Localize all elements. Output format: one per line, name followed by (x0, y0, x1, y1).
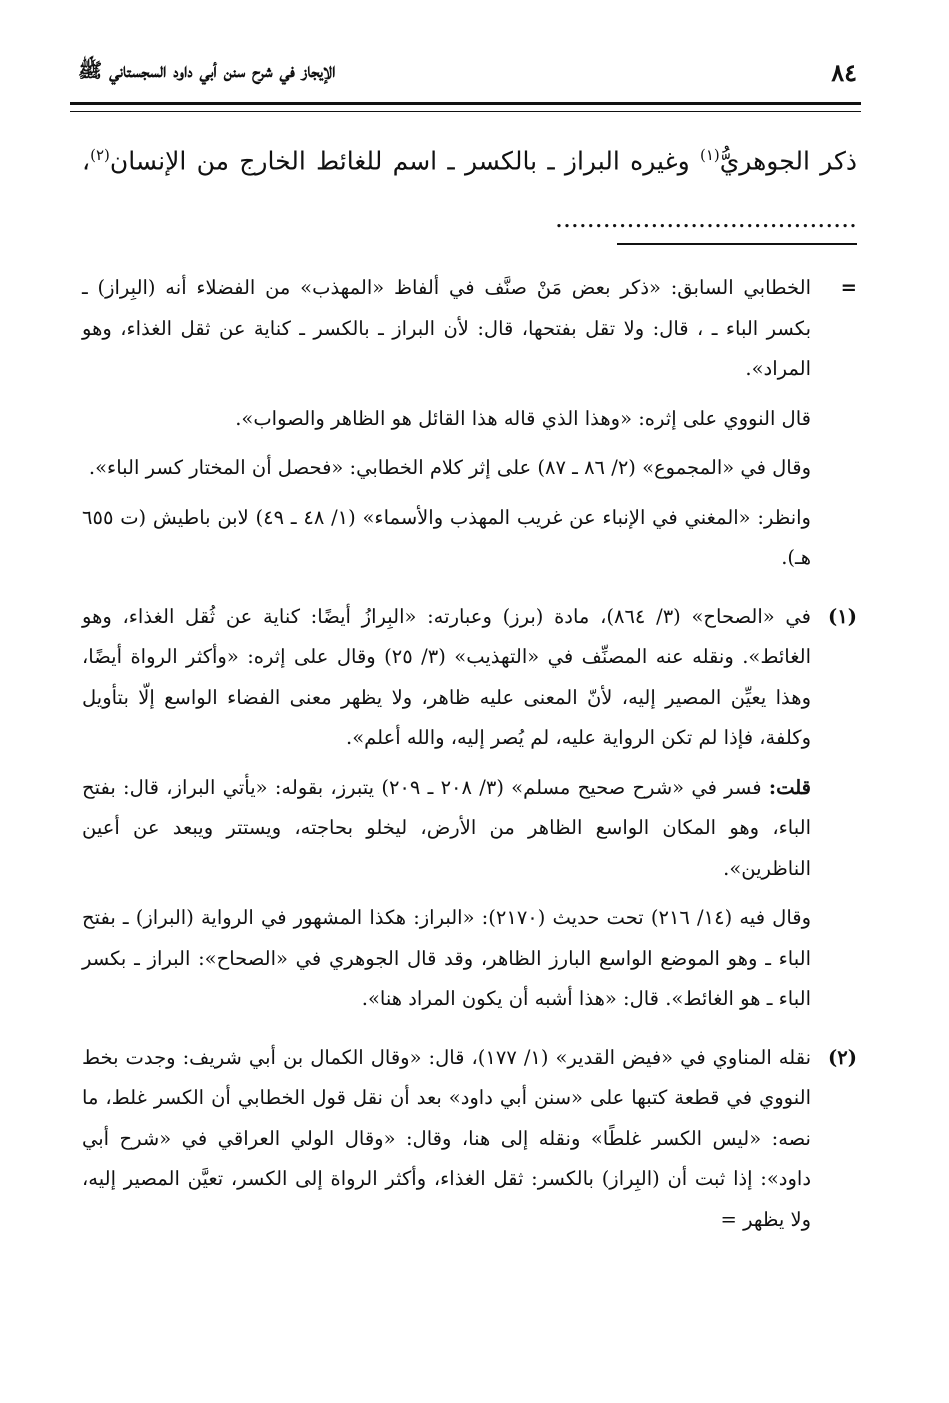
footnote-paragraph: وانظر: «المغني في الإنباء عن غريب المهذب والأسماء» (١/ ٤٨ ـ ٤٩) لابن باطيش (ت ٦٥٥ هـ). (82, 505, 811, 569)
footnote-separator (617, 243, 857, 245)
running-title: الإيجاز في شرح سنن أبي داود السجستاني ﷺ (78, 57, 336, 82)
footnote-paragraph: في «الصحاح» (٣/ ٨٦٤)، مادة (برز) وعبارته: «البِرازُ أيضًا: كناية عن ثُقل الغذاء، وهو الغائط». ونقله عنه المصنِّف في «التهذيب» (٣/ ٢٥) وقال على إثره: «وأكثر الرواة أيضًا، وهذا يعيِّن المصير إليه، لأنّ المعنى عليه ظاهر، ولا يظهر معنى الفضاء الواسع إلّا بتأويل وكلفة، فإذا لم تكن الرواية عليه، لم يُصر إليه، والله أعلم». (82, 604, 811, 749)
footnote-continuation-body (82, 268, 811, 588)
footnote-ref-2: (٢) (90, 146, 110, 164)
main-text-part-3: ، (82, 146, 91, 176)
dotted-leader: ...................................... (555, 204, 857, 234)
footnote-1 (82, 597, 857, 1029)
main-text-part-1: ذكر الجوهريُّ (719, 146, 857, 176)
page-number: ٨٤ (831, 57, 857, 87)
footnote-1-marker: (١) (828, 604, 857, 628)
main-text (82, 126, 857, 248)
footnote-ref-1: (١) (699, 146, 720, 164)
footnote-2 (82, 1038, 857, 1250)
footnotes (82, 268, 857, 1258)
footnote-2-body (82, 1038, 811, 1250)
page-header (78, 52, 857, 92)
footnote-paragraph: وقال في «المجموع» (٢/ ٨٦ ـ ٨٧) على إثر كلام الخطابي: «فحصل أن المختار كسر الباء». (88, 456, 811, 479)
main-text-part-2: وغيره البراز ـ بالكسر ـ اسم للغائط الخارج من الإنسان (109, 146, 700, 176)
header-rule (70, 102, 861, 112)
footnote-paragraph: نقله المناوي في «فيض القدير» (١/ ١٧٧)، قال: «وقال الكمال بن أبي شريف: وجدت بخط النووي في قطعة كتبها على «سنن أبي داود» بعد أن نقل قول الخطابي أن الكسر غلط، ما نصه: «ليس الكسر غلطًا» ونقله إلى هنا، وقال: «وقال الولي العراقي في «شرح أبي داود»: إذا ثبت أن (البِراز) بالكسر: ثقل الغذاء، وأكثر الرواة إلى الكسر، تعيَّن المصير إليه، ولا يظهر = (82, 1045, 811, 1231)
footnote-paragraph: وقال فيه (١٤/ ٢١٦) تحت حديث (٢١٧٠): «البراز: هكذا المشهور في الرواية (البراز) ـ بفتح الباء ـ وهو الموضع الواسع البارز الظاهر، وقد قال الجوهري في «الصحاح»: البراز ـ بكسر الباء ـ هو الغائط». قال: «هذا أشبه أن يكون المراد هنا». (82, 906, 812, 1010)
footnote-qult-paragraph (82, 768, 811, 890)
qult-text: فسر في «شرح صحيح مسلم» (٣/ ٢٠٨ ـ ٢٠٩) يتبرز، بقوله: «يأتي البراز، قال: بفتح الباء، وهو المكان الواسع الظاهر من الأرض، ليخلو بحاجته، ويستتر ويبعد عن أعين الناظرين». (82, 775, 811, 880)
footnote-paragraph: قال النووي على إثره: «وهذا الذي قاله هذا القائل هو الظاهر والصواب». (235, 406, 811, 430)
qult-label: قلت: (768, 775, 811, 799)
footnote-1-body (82, 597, 811, 1029)
footnote-continuation (82, 268, 857, 588)
footnote-2-marker: (٢) (828, 1045, 857, 1069)
footnote-paragraph: الخطابي السابق: «ذكر بعض مَنْ صنَّف في ألفاظ «المهذب» من الفضلاء أنه (البِراز) ـ بكسر الباء ـ ، قال: ولا تقل بفتحها، قال: لأن البراز ـ بالكسر ـ كناية عن ثقل الغذاء، وهو المراد». (82, 276, 811, 380)
continuation-marker: = (840, 276, 857, 299)
